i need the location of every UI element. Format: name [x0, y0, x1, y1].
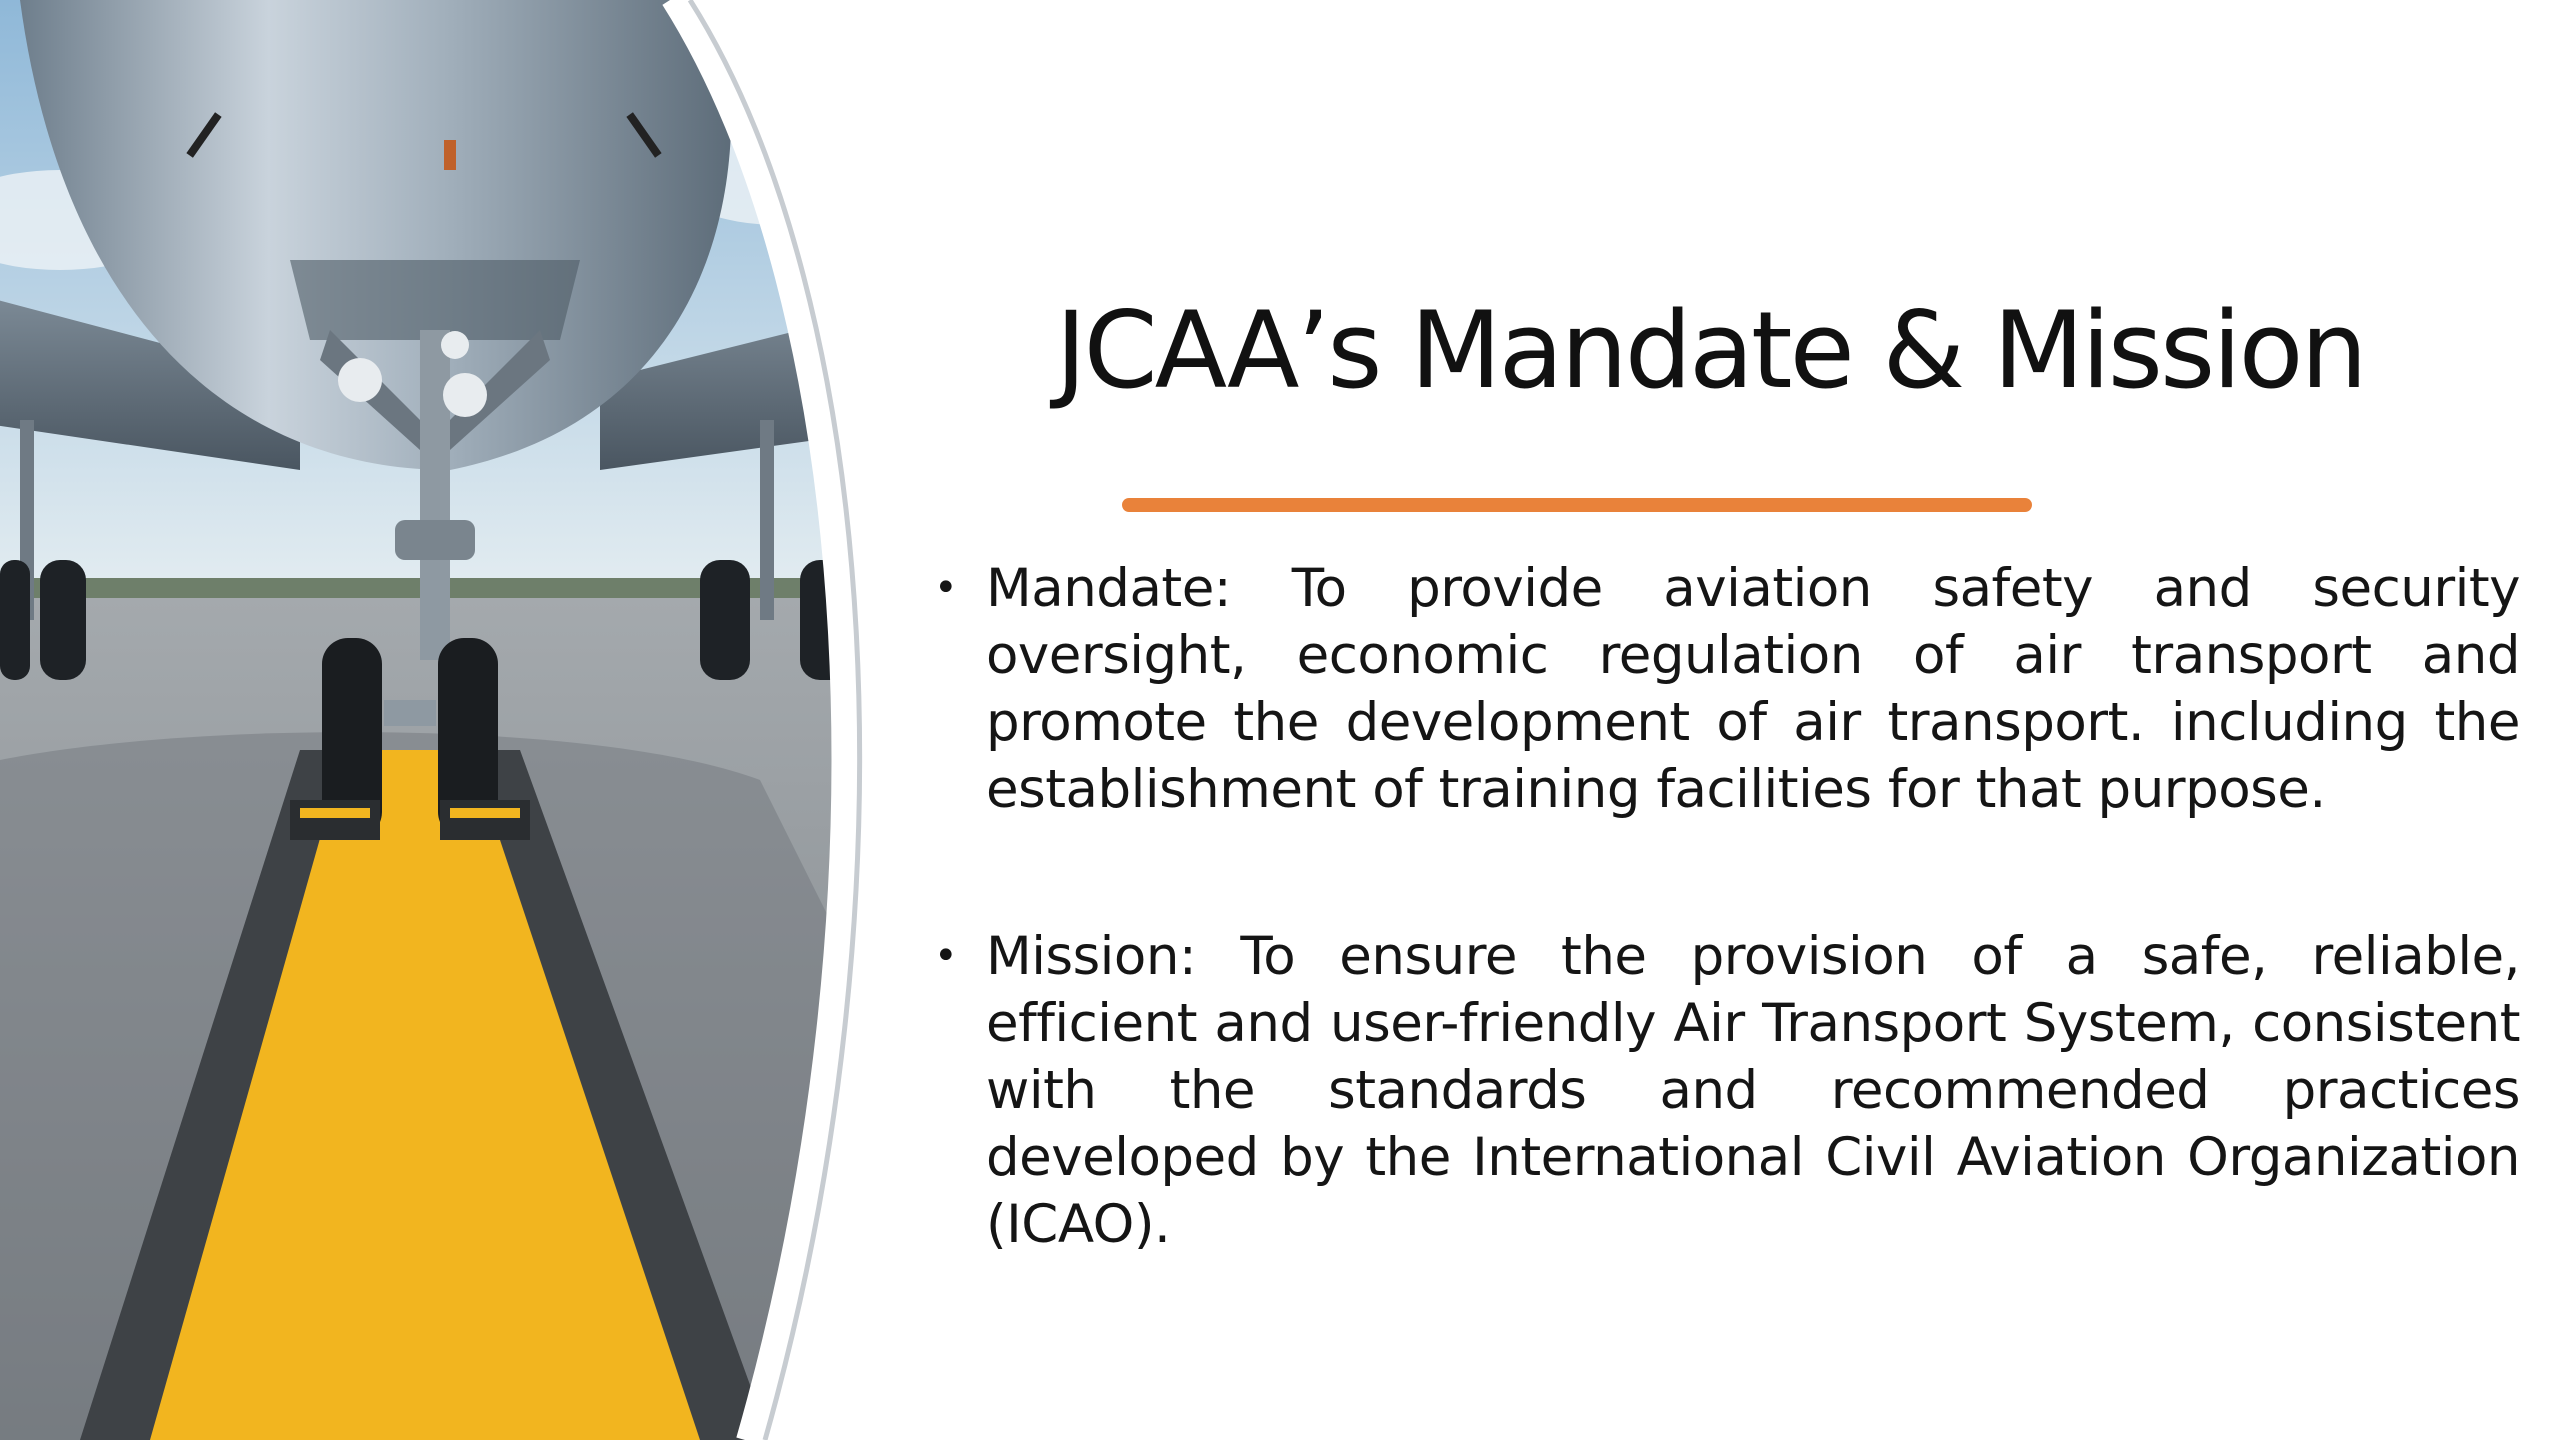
bullet-text: Mandate: To provide aviation safety and security oversight, economic regulation of air transport and promote the development of air transport. including the establishment of training facilities for that purpose.: [986, 558, 2520, 820]
bullet-marker: •: [934, 933, 958, 979]
slide-title: JCAA’s Mandate & Mission: [1055, 289, 2365, 412]
bullet-item-mission: [928, 923, 2520, 1258]
aircraft-photo: [0, 0, 920, 1440]
bullet-text: Mission: To ensure the provision of a safe, reliable, efficient and user-friendly Air Transport System, consistent with the standards and recommended practices developed by the International Civil Aviation Organization (ICAO).: [986, 926, 2520, 1255]
bullet-item-mandate: [928, 555, 2520, 823]
title-accent-rule: [1122, 498, 2032, 512]
bullet-list: [928, 555, 2520, 1258]
bullet-marker: •: [934, 565, 958, 611]
